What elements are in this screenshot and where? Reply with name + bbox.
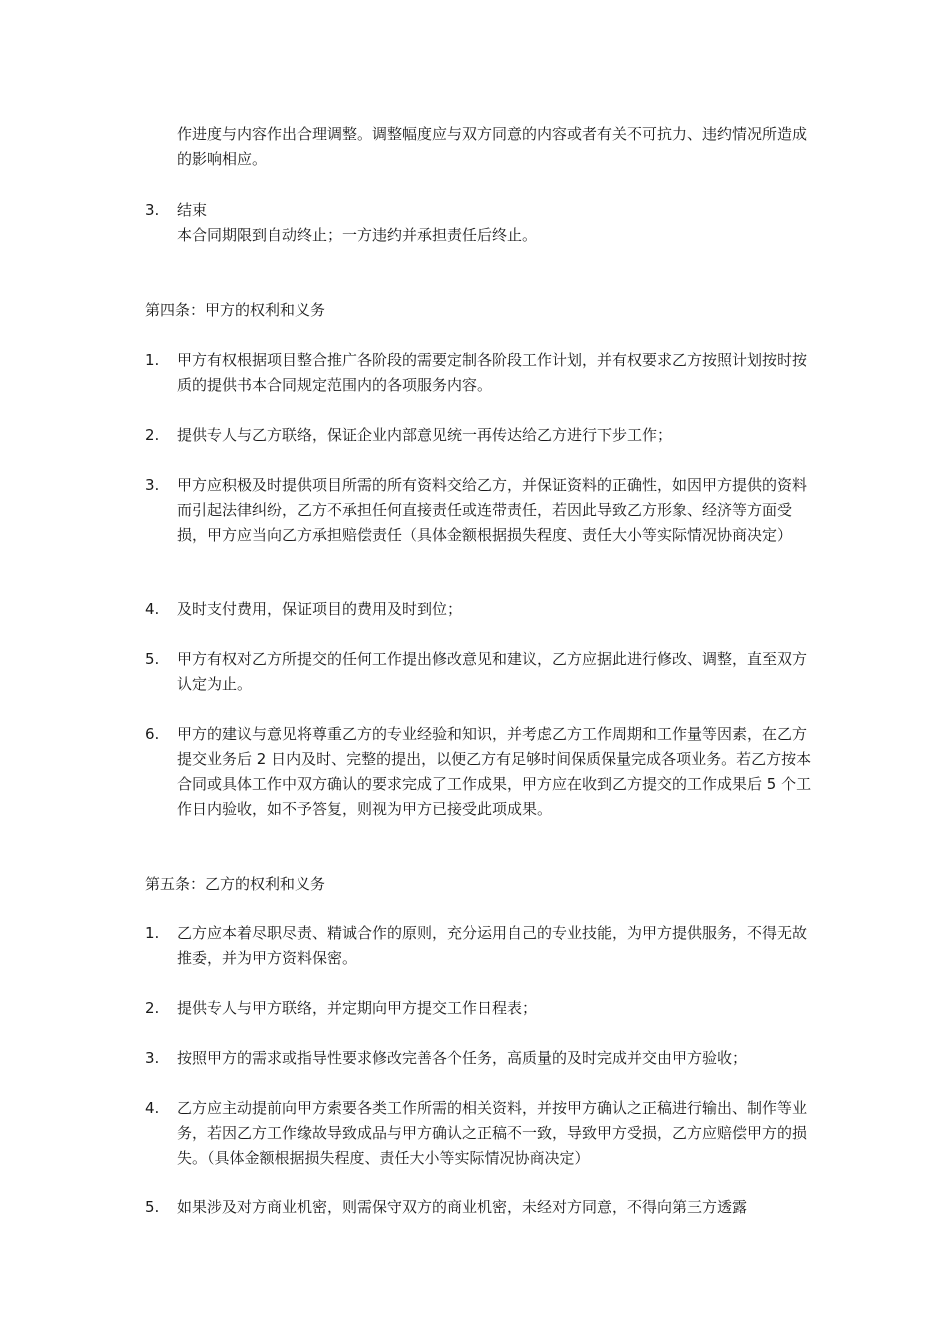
item-text: 本合同期限到自动终止；一方违约并承担责任后终止。 [177,226,538,244]
item-number: 2. [145,999,160,1017]
item-text: 甲方应积极及时提供项目所需的所有资料交给乙方，并保证资料的正确性，如因甲方提供的资料而引起法律纠纷，乙方不承担任何直接责任或连带责任，若因此导致乙方形象、经济等方面受损，甲方应当向乙方承担赔偿责任（具体金额根据损失程度、责任大小等实际情况协商决定） [177,476,808,544]
item-text: 乙方应本着尽职尽责、精诚合作的原则，充分运用自己的专业技能，为甲方提供服务，不得无故推委，并为甲方资料保密。 [177,924,808,967]
article5-item-1 [145,921,817,971]
item-text: 甲方有权对乙方所提交的任何工作提出修改意见和建议，乙方应据此进行修改、调整，直至双方认定为止。 [177,650,808,693]
article5-heading: 第五条：乙方的权利和义务 [145,875,326,893]
item-number: 3. [145,1049,160,1067]
item-text: 甲方的建议与意见将尊重乙方的专业经验和知识，并考虑乙方工作周期和工作量等因素，在乙方提交业务后 2 日内及时、完整的提出，以便乙方有足够时间保质保量完成各项业务。若乙方按本合同或具体工作中双方确认的要求完成了工作成果，甲方应在收到乙方提交的工作成果后 5 个工作日内验收，如不予答复，则视为甲方已接受此项成果。 [177,725,812,818]
article4-item-5 [145,647,817,697]
item-number: 1. [145,924,160,942]
item-number: 4. [145,1099,160,1117]
item-number: 5. [145,1198,160,1216]
item-text: 甲方有权根据项目整合推广各阶段的需要定制各阶段工作计划，并有权要求乙方按照计划按时按质的提供书本合同规定范围内的各项服务内容。 [177,351,808,394]
article4-item-6 [145,722,817,822]
clause-item-end [145,198,817,248]
article4-item-2 [145,423,817,448]
article5-item-5 [145,1195,817,1220]
item-number: 3. [145,201,160,219]
item-text: 乙方应主动提前向甲方索要各类工作所需的相关资料，并按甲方确认之正稿进行输出、制作等业务，若因乙方工作缘故导致成品与甲方确认之正稿不一致，导致甲方受损，乙方应赔偿甲方的损失。（具体金额根据损失程度、责任大小等实际情况协商决定） [177,1099,808,1167]
item-text: 提供专人与乙方联络，保证企业内部意见统一再传达给乙方进行下步工作； [177,426,673,444]
item-text: 及时支付费用，保证项目的费用及时到位； [177,600,463,618]
item-number: 1. [145,351,160,369]
article4-item-4 [145,597,817,622]
article4-heading: 第四条：甲方的权利和义务 [145,301,326,319]
article4-item-3 [145,473,817,548]
item-text: 按照甲方的需求或指导性要求修改完善各个任务，高质量的及时完成并交由甲方验收； [177,1049,748,1067]
article5-item-2 [145,996,817,1021]
item-text: 提供专人与甲方联络，并定期向甲方提交工作日程表； [177,999,538,1017]
item-title: 结束 [177,201,208,219]
item-number: 5. [145,650,160,668]
article5-item-4 [145,1096,817,1171]
item-text: 如果涉及对方商业机密，则需保守双方的商业机密，未经对方同意，不得向第三方透露 [177,1198,748,1216]
article5-item-3 [145,1046,817,1071]
continued-paragraph: 作进度与内容作出合理调整。调整幅度应与双方同意的内容或者有关不可抗力、违约情况所造成的影响相应。 [177,125,808,168]
item-number: 6. [145,725,160,743]
item-number: 3. [145,476,160,494]
item-number: 4. [145,600,160,618]
article4-item-1 [145,348,817,398]
item-number: 2. [145,426,160,444]
